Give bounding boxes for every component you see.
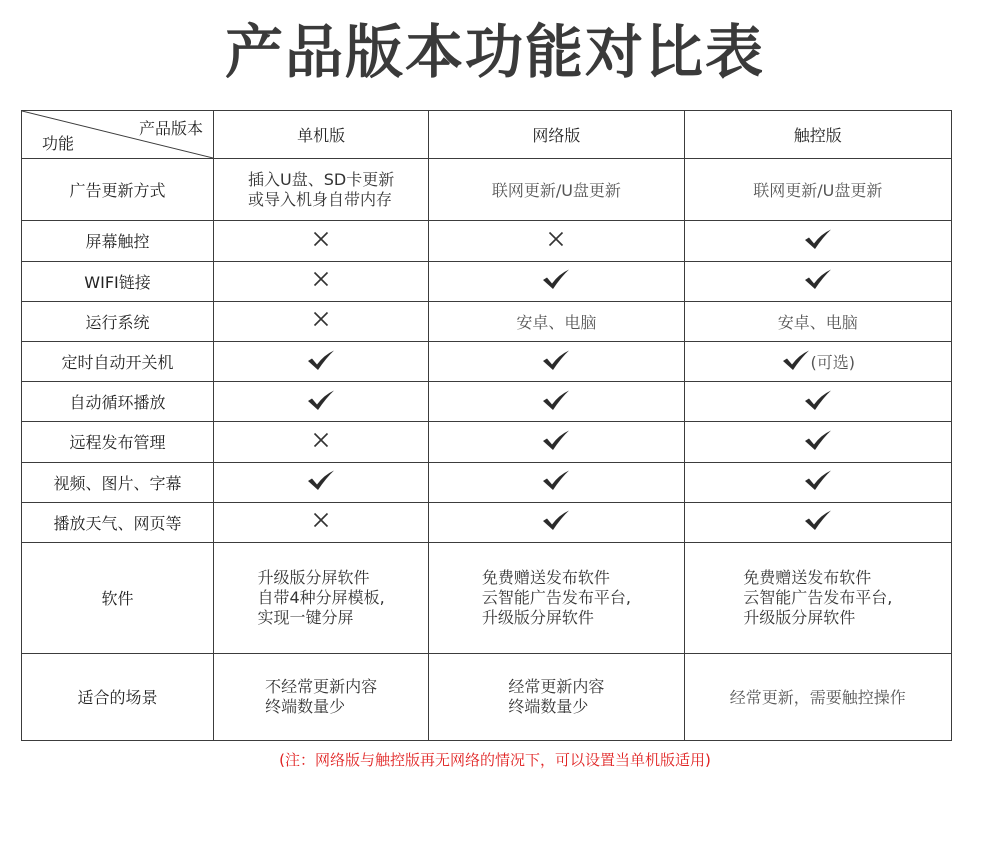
- check-icon: [541, 509, 571, 535]
- header-row: [22, 111, 952, 159]
- cell-touch: [684, 502, 951, 542]
- cell-touch: [684, 159, 951, 221]
- cell-text: [248, 170, 394, 210]
- cell-touch: [684, 462, 951, 502]
- cell-text: 安卓、电脑: [516, 312, 597, 332]
- check-icon: [803, 268, 833, 294]
- check-mark: [803, 431, 833, 450]
- cell-text-line: 经常更新内容: [508, 676, 605, 696]
- cell-text-line: 终端数量少: [508, 696, 589, 716]
- cell-network: [429, 301, 684, 341]
- cell-standalone: [214, 301, 429, 341]
- feature-label: 视频、图片、字幕: [22, 462, 214, 502]
- table-row: [22, 382, 952, 422]
- table-row: [22, 301, 952, 341]
- cell-touch: [684, 653, 951, 741]
- cross-icon: [312, 511, 330, 533]
- cell-standalone: [214, 341, 429, 381]
- feature-label: 自动循环播放: [22, 382, 214, 422]
- corner-label-feature: 功能: [42, 134, 75, 153]
- cell-text: [265, 677, 377, 717]
- cell-standalone: [214, 462, 429, 502]
- table-row: [22, 261, 952, 301]
- cell-touch: [684, 341, 951, 381]
- check-mark: [803, 512, 833, 531]
- cell-touch: [684, 382, 951, 422]
- cell-network: [429, 542, 684, 653]
- cell-touch: [684, 542, 951, 653]
- table-row: [22, 653, 952, 741]
- optional-note: (可选): [810, 353, 856, 373]
- cell-touch: [684, 221, 951, 261]
- check-mark: [306, 391, 336, 410]
- corner-label-version: 产品版本: [139, 119, 204, 138]
- table-row: [22, 341, 952, 381]
- table-row: [22, 502, 952, 542]
- cell-text-line: 云智能广告发布平台,: [743, 587, 893, 607]
- cell-text-line: 免费赠送发布软件: [481, 567, 610, 587]
- cell-touch: [684, 301, 951, 341]
- check-icon: [541, 349, 571, 375]
- cell-text-line: 免费赠送发布软件: [743, 567, 872, 587]
- check-icon: [803, 469, 833, 495]
- feature-label: 软件: [22, 542, 214, 653]
- cell-standalone: [214, 422, 429, 462]
- check-mark: [803, 391, 833, 410]
- check-icon: [541, 389, 571, 415]
- cell-text-line: 实现一键分屏: [257, 607, 354, 627]
- check-mark: [541, 391, 571, 410]
- check-mark: [541, 431, 571, 450]
- check-icon: [803, 228, 833, 254]
- table-row: [22, 542, 952, 653]
- cell-standalone: [214, 542, 429, 653]
- check-mark: [306, 472, 336, 491]
- check-icon: [306, 389, 336, 415]
- cell-network: [429, 341, 684, 381]
- cell-standalone: [214, 261, 429, 301]
- cell-touch: [684, 261, 951, 301]
- column-header-touch: 触控版: [684, 111, 951, 159]
- page-title: 产品版本功能对比表: [224, 18, 765, 86]
- cell-network: [429, 422, 684, 462]
- cell-text: [482, 568, 631, 628]
- feature-label: 播放天气、网页等: [22, 502, 214, 542]
- table-row: [22, 221, 952, 261]
- cell-network: [429, 221, 684, 261]
- cell-text-line: 终端数量少: [265, 696, 346, 716]
- cell-text-line: 云智能广告发布平台,: [481, 587, 631, 607]
- cell-standalone: [214, 382, 429, 422]
- cell-text-line: 或导入机身自带内存: [248, 189, 393, 209]
- cell-text: 联网更新/U盘更新: [491, 181, 621, 201]
- check-icon: [803, 509, 833, 535]
- feature-label: 广告更新方式: [22, 159, 214, 221]
- feature-label: 适合的场景: [22, 653, 214, 741]
- check-icon: [781, 349, 811, 375]
- cell-standalone: [214, 221, 429, 261]
- cell-text-line: 自带4种分屏模板,: [257, 587, 385, 607]
- check-mark: [541, 351, 571, 370]
- feature-label: WIFI链接: [22, 261, 214, 301]
- check-icon: [541, 268, 571, 294]
- check-mark: [803, 230, 833, 249]
- cell-text-line: 插入U盘、SD卡更新: [248, 169, 395, 189]
- cell-network: [429, 502, 684, 542]
- cell-network: [429, 462, 684, 502]
- cross-icon: [547, 230, 565, 252]
- check-mark: [541, 512, 571, 531]
- check-mark: [781, 351, 856, 373]
- cell-text: [743, 568, 892, 628]
- table-row: [22, 462, 952, 502]
- check-icon: [803, 389, 833, 415]
- check-mark: [803, 271, 833, 290]
- cell-text-line: 升级版分屏软件: [257, 567, 370, 587]
- comparison-table: [21, 110, 952, 741]
- cell-standalone: [214, 653, 429, 741]
- check-icon: [306, 349, 336, 375]
- cross-icon: [312, 270, 330, 292]
- check-icon: [803, 429, 833, 455]
- table-row: [22, 422, 952, 462]
- check-mark: [803, 472, 833, 491]
- cell-text: 联网更新/U盘更新: [753, 181, 883, 201]
- check-icon: [541, 429, 571, 455]
- cell-network: [429, 159, 684, 221]
- feature-label: 屏幕触控: [22, 221, 214, 261]
- cross-icon: [312, 310, 330, 332]
- footnote: (注：网络版与触控版再无网络的情况下，可以设置当单机版适用): [279, 751, 711, 769]
- feature-label: 运行系统: [22, 301, 214, 341]
- corner-cell: [22, 111, 214, 159]
- feature-label: 定时自动开关机: [22, 341, 214, 381]
- cell-text: 安卓、电脑: [777, 312, 858, 332]
- cell-standalone: [214, 159, 429, 221]
- feature-label: 远程发布管理: [22, 422, 214, 462]
- table-body: [22, 159, 952, 741]
- cell-network: [429, 653, 684, 741]
- check-mark: [541, 271, 571, 290]
- cell-network: [429, 261, 684, 301]
- cell-text: 经常更新，需要触控操作: [729, 688, 906, 708]
- cell-touch: [684, 422, 951, 462]
- column-header-network: 网络版: [429, 111, 684, 159]
- check-mark: [541, 472, 571, 491]
- check-mark: [306, 351, 336, 370]
- cross-icon: [312, 431, 330, 453]
- table-row: [22, 159, 952, 221]
- column-header-standalone: 单机版: [214, 111, 429, 159]
- cross-icon: [312, 230, 330, 252]
- check-icon: [541, 469, 571, 495]
- cell-text-line: 不经常更新内容: [265, 676, 378, 696]
- cell-text-line: 升级版分屏软件: [743, 607, 856, 627]
- cell-text-line: 升级版分屏软件: [481, 607, 594, 627]
- cell-network: [429, 382, 684, 422]
- cell-text: [508, 677, 604, 717]
- cell-standalone: [214, 502, 429, 542]
- cell-text: [257, 568, 384, 628]
- check-icon: [306, 469, 336, 495]
